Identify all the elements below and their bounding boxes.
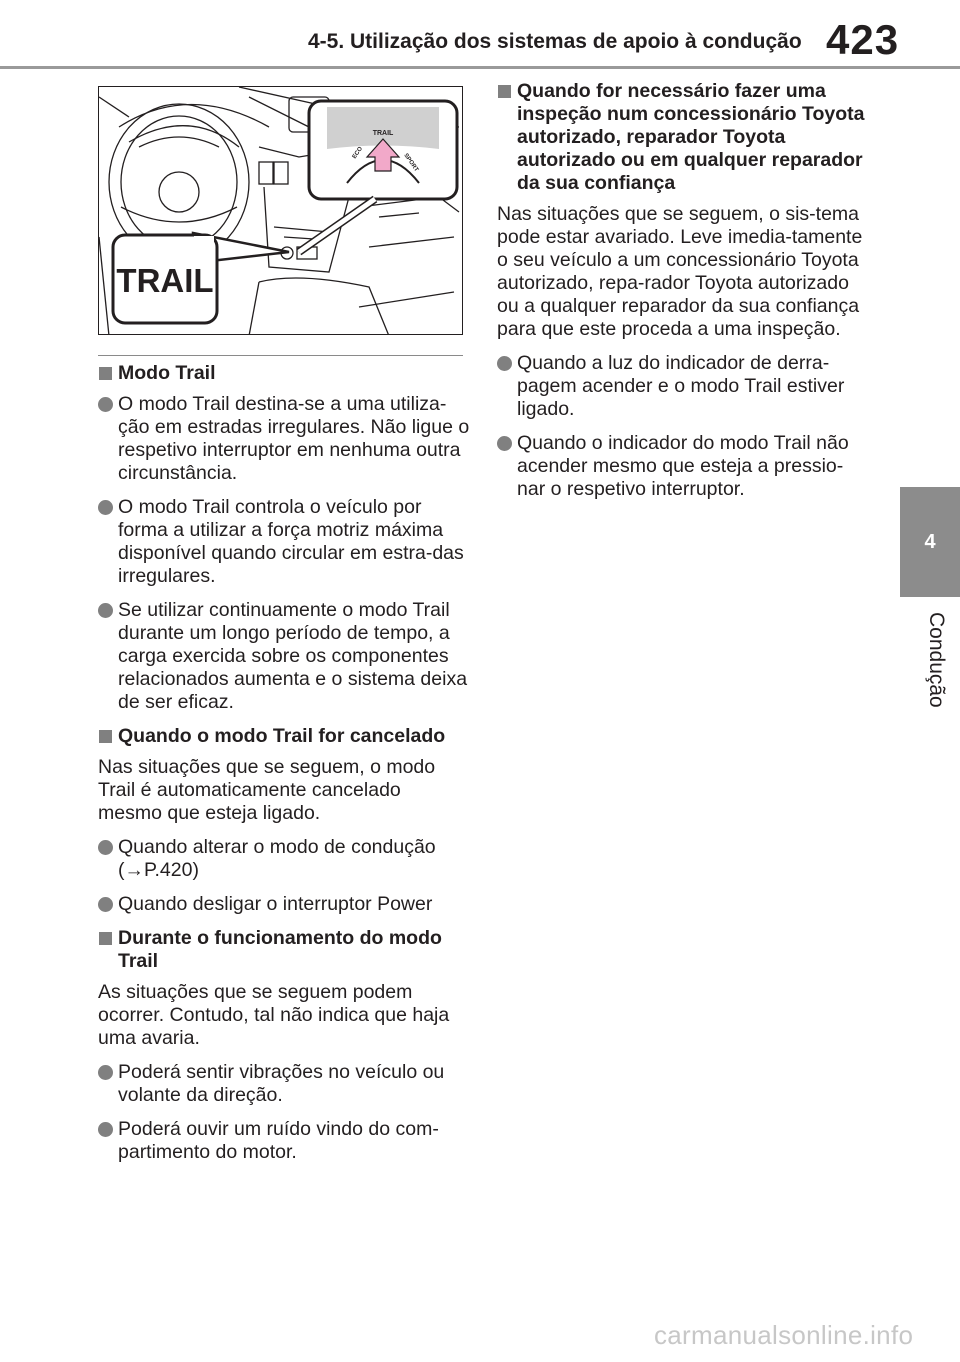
square-bullet-icon xyxy=(99,367,112,380)
bullet-item: O modo Trail destina-se a uma utiliza-ção em estradas irregulares. Não ligue o respetivo interruptor em nenhuma outra circunstância. xyxy=(98,393,470,485)
display-trail-label: TRAIL xyxy=(372,130,394,137)
round-bullet-icon xyxy=(98,1122,113,1137)
round-bullet-icon xyxy=(497,436,512,451)
bullet-item: Quando a luz do indicador de derra-pagem acender e o modo Trail estiver ligado. xyxy=(497,352,869,421)
section-intro: As situações que se seguem podem ocorrer. Contudo, tal não indica que haja uma avaria. xyxy=(98,981,450,1049)
section-heading-inspecao: Quando for necessário fazer uma inspeção num concessionário Toyota autorizado, reparador Toyota autorizado ou em qualquer reparador da sua confiança xyxy=(497,80,869,195)
left-column xyxy=(98,362,470,1175)
bullet-item: Poderá sentir vibrações no veículo ou volante da direção. xyxy=(98,1061,470,1107)
watermark-link[interactable]: carmanualsonline.info xyxy=(654,1320,914,1350)
round-bullet-icon xyxy=(98,897,113,912)
square-bullet-icon xyxy=(99,932,112,945)
figure-divider xyxy=(98,355,463,356)
chapter-number: 4 xyxy=(924,530,936,553)
round-bullet-icon xyxy=(98,603,113,618)
section-intro: Nas situações que se seguem, o modo Trail é automaticamente cancelado mesmo que esteja ligado. xyxy=(98,756,436,824)
round-bullet-icon xyxy=(98,397,113,412)
header-rule xyxy=(0,66,960,69)
bullet-item: Se utilizar continuamente o modo Trail durante um longo período de tempo, a carga exercida sobre os componentes relacionados aumenta e o sistema deixa de ser eficaz. xyxy=(98,599,470,714)
running-header-title: 4-5. Utilização dos sistemas de apoio à condução xyxy=(308,30,802,53)
section-heading-modo-trail: Modo Trail xyxy=(98,362,470,385)
bullet-item: Quando desligar o interruptor Power xyxy=(98,893,470,916)
chapter-tab[interactable] xyxy=(900,487,960,597)
bullet-item: Quando alterar o modo de condução (→P.420) xyxy=(98,836,470,882)
chapter-label: Condução xyxy=(925,612,948,708)
section-heading-funcionamento: Durante o funcionamento do modo Trail xyxy=(98,927,470,973)
dashboard-drawing xyxy=(99,87,463,335)
round-bullet-icon xyxy=(497,356,512,371)
round-bullet-icon xyxy=(98,1065,113,1080)
bullet-item: Quando o indicador do modo Trail não acender mesmo que esteja a pressio-nar o respetivo interruptor. xyxy=(497,432,869,501)
round-bullet-icon xyxy=(98,500,113,515)
bullet-item: O modo Trail controla o veículo por forma a utilizar a força motriz máxima disponível quando circular em estra-das irregulares. xyxy=(98,496,470,588)
bullet-item: Poderá ouvir um ruído vindo do com-partimento do motor. xyxy=(98,1118,470,1164)
trail-button-label: TRAIL xyxy=(116,262,214,299)
right-column xyxy=(497,80,869,512)
section-intro: Nas situações que se seguem, o sis-tema pode estar avariado. Leve imedia-tamente o seu veículo a um concessionário Toyota autorizado, repa-rador Toyota autorizado ou a qualquer reparador da sua confiança para que este proceda a uma inspeção. xyxy=(497,203,863,340)
square-bullet-icon xyxy=(498,85,511,98)
display-eco-label: ECO xyxy=(351,146,365,161)
section-heading-cancelado: Quando o modo Trail for cancelado xyxy=(98,725,470,748)
trail-mode-illustration xyxy=(98,86,463,335)
round-bullet-icon xyxy=(98,840,113,855)
square-bullet-icon xyxy=(99,730,112,743)
display-sport-label: SPORT xyxy=(402,152,420,174)
page-number: 423 xyxy=(826,16,900,63)
